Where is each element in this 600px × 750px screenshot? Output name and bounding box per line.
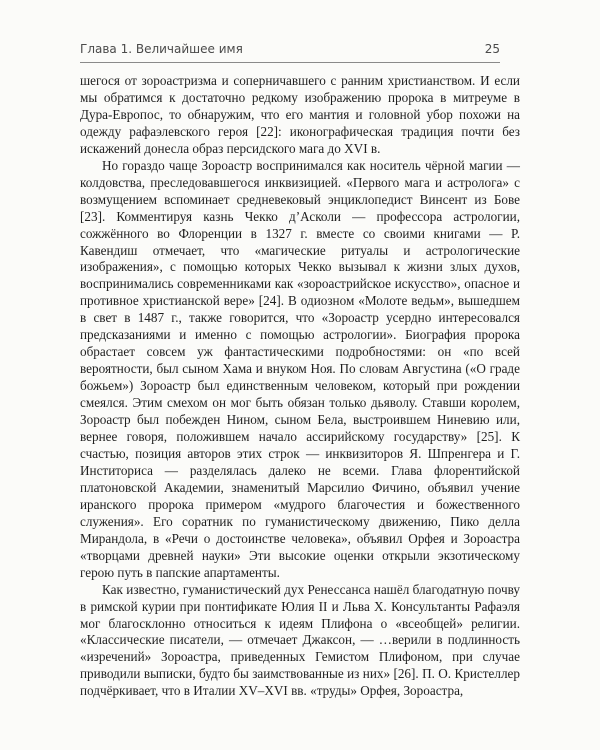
paragraph-zoroaster-black-magic: Но гораздо чаще Зороастр воспринимался как носитель чёрной магии — колдовства, преследовавшегося инквизицией. «Первого мага и астролога» с возмущением вспоминает средневековый энциклопедист Винсент из Бове [23]. Комментируя казнь Чекко д’Асколи — профессора астрологии, сожжённого во Флоренции в 1327 г. вместе со своими книгами — Р. Кавендиш отмечает, что «магические ритуалы и астрологические изображения», с помощью которых Чекко вызывал к жизни злых духов, воспринимались современниками как «зороастрийское искусство», опасное и противное христианской вере» [24]. В одиозном «Молоте ведьм», вышедшем в свет в 1487 г., также говорится, что «Зороастр усердно интересовался предсказаниями и именно с помощью астрологии». Биография пророка обрастает совсем уж фантастическими подробностями: он «по всей вероятности, был сыном Хама и внуком Ноя. По словам Августина («О граде божьем») Зороастр был единственным человеком, который при рождении смеялся. Этим смехом он мог быть обязан только дьяволу. Ставши королем, Зороастр был побежден Нином, сыном Бела, выстроившем Ниневию или, вернее говоря, положившем начало ассирийскому государству» [25]. К счастью, позиция авторов этих строк — инквизиторов Я. Шпренгера и Г. Инститориса — разделялась далеко не всеми. Глава флорентийской платоновской Академии, знаменитый Марсилио Фичино, объявил учение иранского пророка примером «мудрого благочестия и божественного служения». Его соратник по гуманистическому движению, Пико делла Мирандола, в «Речи о достоинстве человека», объявил Орфея и Зороастра «творцами древней науки» Эти высокие оценки открыли экзотическому герою путь в папские апартаменты. <box>80 157 520 580</box>
header-divider <box>80 62 500 63</box>
paragraph-renaissance-curia: Как известно, гуманистический дух Ренессанса нашёл благодатную почву в римской курии при понтификате Юлия II и Льва X. Консультанты Рафаэля мог благосклонно относиться к идеям Плифона о «всеобщей» религии. «Классические писатели, — отмечает Джаксон, — …верили в подлинность «изречений» Зороастра, приведенных Гемистом Плифоном, при случае приводили выписки, будто бы заимствованные из них» [26]. П. О. Кристеллер подчёркивает, что в Италии XV–XVI вв. «труды» Орфея, Зороастра, <box>80 581 520 699</box>
paragraph-continuation: шегося от зороастризма и соперничавшего с ранним христианством. И если мы обратимся к достаточно редкому изображению пророка в митреуме в Дура-Европос, то обнаружим, что его мантия и головной убор похожи на одежду рафаэлевского героя [22]: иконографическая традиция почти без искажений донесла образ персидского мага до XVI в. <box>80 73 520 156</box>
running-head <box>80 42 500 56</box>
body-text <box>80 73 520 700</box>
chapter-title: Глава 1. Величайшее имя <box>80 42 243 56</box>
page-number: 25 <box>484 42 500 56</box>
